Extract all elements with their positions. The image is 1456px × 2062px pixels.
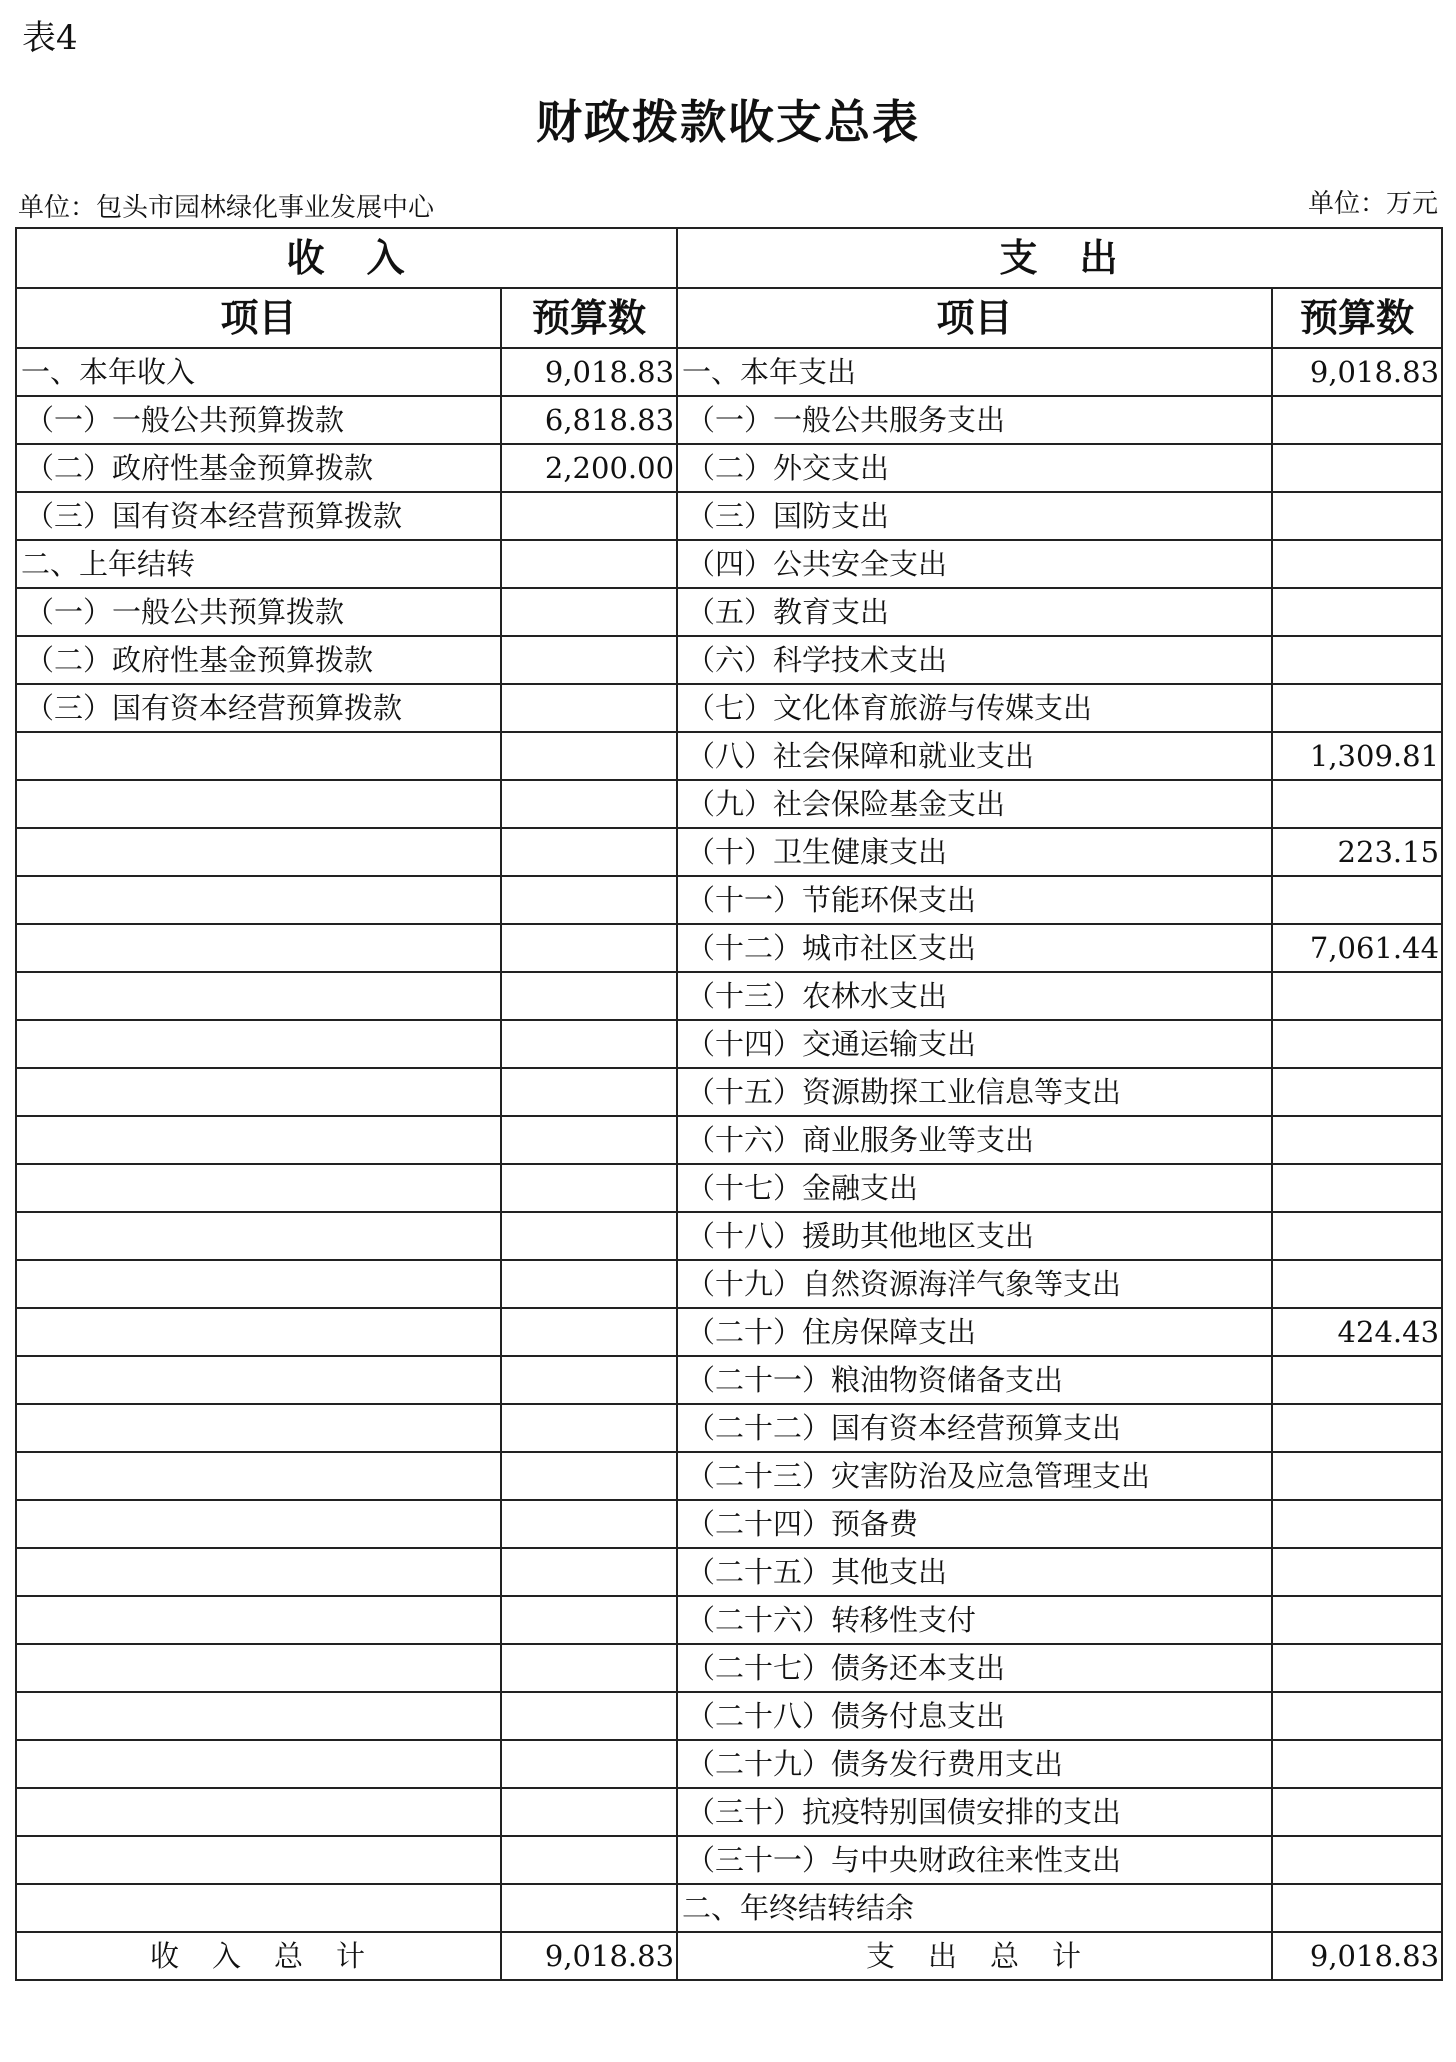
expense-item-cell: （五）教育支出 [677,588,1272,636]
income-item-cell [16,1692,501,1740]
income-value-cell [501,1116,677,1164]
expense-item-cell: （二十七）债务还本支出 [677,1644,1272,1692]
expense-section-header: 支 出 [677,228,1442,288]
table-row [16,1116,1442,1164]
expense-value-cell: 7,061.44 [1272,924,1442,972]
income-value-cell [501,828,677,876]
total-row [16,1932,1442,1980]
income-total-value: 9,018.83 [501,1932,677,1980]
expense-value-cell [1272,1164,1442,1212]
income-item-cell: 二、上年结转 [16,540,501,588]
income-value-cell [501,780,677,828]
expense-value-cell [1272,972,1442,1020]
expense-item-cell: （二）外交支出 [677,444,1272,492]
income-value-cell [501,876,677,924]
table-row [16,348,1442,396]
expense-value-cell [1272,1356,1442,1404]
income-value-cell [501,732,677,780]
income-value-cell [501,1404,677,1452]
expense-item-cell: （十二）城市社区支出 [677,924,1272,972]
income-item-cell [16,1404,501,1452]
income-item-cell [16,1068,501,1116]
table-row [16,1164,1442,1212]
expense-item-cell: （十四）交通运输支出 [677,1020,1272,1068]
table-row [16,1692,1442,1740]
expense-item-cell: （二十三）灾害防治及应急管理支出 [677,1452,1272,1500]
table-row [16,780,1442,828]
table-row [16,876,1442,924]
expense-total-label: 支 出 总 计 [677,1932,1272,1980]
expense-item-cell: （二十六）转移性支付 [677,1596,1272,1644]
expense-value-cell [1272,1596,1442,1644]
table-row [16,1452,1442,1500]
table-row [16,588,1442,636]
income-item-cell: （三）国有资本经营预算拨款 [16,492,501,540]
expense-total-value: 9,018.83 [1272,1932,1442,1980]
income-value-cell [501,1884,677,1932]
expense-value-cell [1272,396,1442,444]
income-value-cell [501,1740,677,1788]
income-value-cell [501,492,677,540]
income-value-cell [501,1020,677,1068]
table-row [16,684,1442,732]
table-row [16,1500,1442,1548]
income-item-cell [16,1452,501,1500]
income-item-cell: （三）国有资本经营预算拨款 [16,684,501,732]
expense-item-cell: （九）社会保险基金支出 [677,780,1272,828]
income-item-cell [16,1116,501,1164]
table-row [16,732,1442,780]
income-item-cell [16,1596,501,1644]
table-row [16,1356,1442,1404]
expense-value-cell [1272,1020,1442,1068]
income-item-cell [16,1356,501,1404]
table-row [16,1836,1442,1884]
expense-item-cell: （三十一）与中央财政往来性支出 [677,1836,1272,1884]
expense-item-cell: （十七）金融支出 [677,1164,1272,1212]
table-row [16,924,1442,972]
income-value-cell: 9,018.83 [501,348,677,396]
expense-item-cell: （二十九）债务发行费用支出 [677,1740,1272,1788]
budget-table-body [16,228,1442,1980]
table-row [16,1740,1442,1788]
expense-value-cell [1272,1068,1442,1116]
income-value-cell [501,588,677,636]
table-row [16,492,1442,540]
income-value-cell: 6,818.83 [501,396,677,444]
expense-item-header: 项目 [677,288,1272,348]
income-item-cell [16,924,501,972]
expense-item-cell: （三十）抗疫特别国债安排的支出 [677,1788,1272,1836]
table-row [16,540,1442,588]
table-number: 表4 [22,18,78,58]
expense-value-cell [1272,1548,1442,1596]
income-value-cell [501,1500,677,1548]
expense-value-cell [1272,1212,1442,1260]
income-item-cell [16,1020,501,1068]
table-row [16,1884,1442,1932]
expense-item-cell: （一）一般公共服务支出 [677,396,1272,444]
expense-item-cell: （四）公共安全支出 [677,540,1272,588]
income-budget-header: 预算数 [501,288,677,348]
expense-value-cell [1272,1692,1442,1740]
expense-value-cell [1272,1740,1442,1788]
income-item-cell [16,1500,501,1548]
income-value-cell [501,1644,677,1692]
table-row [16,1404,1442,1452]
unit-organization: 单位：包头市园林绿化事业发展中心 [18,193,435,223]
expense-value-cell [1272,876,1442,924]
table-row [16,972,1442,1020]
expense-item-cell: （二十）住房保障支出 [677,1308,1272,1356]
income-value-cell [501,1260,677,1308]
expense-item-cell: 一、本年支出 [677,348,1272,396]
income-item-cell: （二）政府性基金预算拨款 [16,444,501,492]
income-value-cell [501,924,677,972]
income-item-cell [16,828,501,876]
income-item-cell [16,780,501,828]
expense-item-cell: （二十二）国有资本经营预算支出 [677,1404,1272,1452]
income-item-cell [16,1164,501,1212]
expense-item-cell: （二十四）预备费 [677,1500,1272,1548]
income-section-header: 收 入 [16,228,677,288]
income-value-cell [501,540,677,588]
income-item-cell [16,876,501,924]
unit-currency: 单位：万元 [1307,189,1438,219]
page-title: 财政拨款收支总表 [536,95,920,149]
expense-value-cell [1272,1644,1442,1692]
expense-value-cell [1272,1788,1442,1836]
expense-value-cell [1272,636,1442,684]
income-value-cell [501,1212,677,1260]
income-item-cell: 一、本年收入 [16,348,501,396]
income-item-cell [16,1260,501,1308]
table-row [16,1020,1442,1068]
expense-value-cell [1272,1836,1442,1884]
table-row [16,1068,1442,1116]
expense-item-cell: （二十一）粮油物资储备支出 [677,1356,1272,1404]
table-row [16,1548,1442,1596]
expense-item-cell: （十）卫生健康支出 [677,828,1272,876]
table-row [16,1308,1442,1356]
income-item-cell [16,1548,501,1596]
income-value-cell [501,1356,677,1404]
header-row-columns [16,288,1442,348]
expense-value-cell [1272,588,1442,636]
income-item-cell [16,1884,501,1932]
income-item-cell [16,1308,501,1356]
expense-item-cell: 二、年终结转结余 [677,1884,1272,1932]
income-value-cell [501,1068,677,1116]
income-value-cell [501,1788,677,1836]
table-row [16,396,1442,444]
income-item-cell [16,1644,501,1692]
income-value-cell [501,1548,677,1596]
expense-item-cell: （十一）节能环保支出 [677,876,1272,924]
expense-item-cell: （十六）商业服务业等支出 [677,1116,1272,1164]
expense-value-cell [1272,1404,1442,1452]
income-item-cell [16,972,501,1020]
expense-item-cell: （十三）农林水支出 [677,972,1272,1020]
header-row-sections [16,228,1442,288]
income-value-cell [501,1596,677,1644]
expense-item-cell: （六）科学技术支出 [677,636,1272,684]
expense-value-cell [1272,492,1442,540]
income-item-header: 项目 [16,288,501,348]
income-item-cell [16,1836,501,1884]
table-row [16,636,1442,684]
income-item-cell: （一）一般公共预算拨款 [16,396,501,444]
expense-budget-header: 预算数 [1272,288,1442,348]
table-row [16,1644,1442,1692]
table-row [16,1260,1442,1308]
table-row [16,1212,1442,1260]
income-item-cell [16,1788,501,1836]
expense-value-cell: 223.15 [1272,828,1442,876]
income-value-cell: 2,200.00 [501,444,677,492]
income-value-cell [501,1452,677,1500]
income-item-cell [16,1740,501,1788]
expense-item-cell: （八）社会保障和就业支出 [677,732,1272,780]
income-total-label: 收 入 总 计 [16,1932,501,1980]
expense-item-cell: （十九）自然资源海洋气象等支出 [677,1260,1272,1308]
income-value-cell [501,684,677,732]
income-value-cell [501,972,677,1020]
income-item-cell: （二）政府性基金预算拨款 [16,636,501,684]
expense-value-cell [1272,1452,1442,1500]
table-row [16,1596,1442,1644]
income-value-cell [501,1308,677,1356]
expense-value-cell [1272,684,1442,732]
expense-value-cell [1272,444,1442,492]
expense-item-cell: （三）国防支出 [677,492,1272,540]
income-item-cell [16,732,501,780]
expense-value-cell [1272,540,1442,588]
income-value-cell [501,1836,677,1884]
expense-item-cell: （七）文化体育旅游与传媒支出 [677,684,1272,732]
expense-value-cell [1272,1500,1442,1548]
budget-table [15,227,1443,1981]
income-item-cell [16,1212,501,1260]
expense-item-cell: （二十八）债务付息支出 [677,1692,1272,1740]
table-row [16,1788,1442,1836]
expense-value-cell [1272,1116,1442,1164]
expense-item-cell: （十八）援助其他地区支出 [677,1212,1272,1260]
expense-item-cell: （十五）资源勘探工业信息等支出 [677,1068,1272,1116]
expense-value-cell: 9,018.83 [1272,348,1442,396]
income-item-cell: （一）一般公共预算拨款 [16,588,501,636]
expense-item-cell: （二十五）其他支出 [677,1548,1272,1596]
income-value-cell [501,636,677,684]
expense-value-cell [1272,1884,1442,1932]
income-value-cell [501,1164,677,1212]
expense-value-cell [1272,780,1442,828]
expense-value-cell [1272,1260,1442,1308]
expense-value-cell: 424.43 [1272,1308,1442,1356]
table-row [16,444,1442,492]
income-value-cell [501,1692,677,1740]
table-row [16,828,1442,876]
expense-value-cell: 1,309.81 [1272,732,1442,780]
